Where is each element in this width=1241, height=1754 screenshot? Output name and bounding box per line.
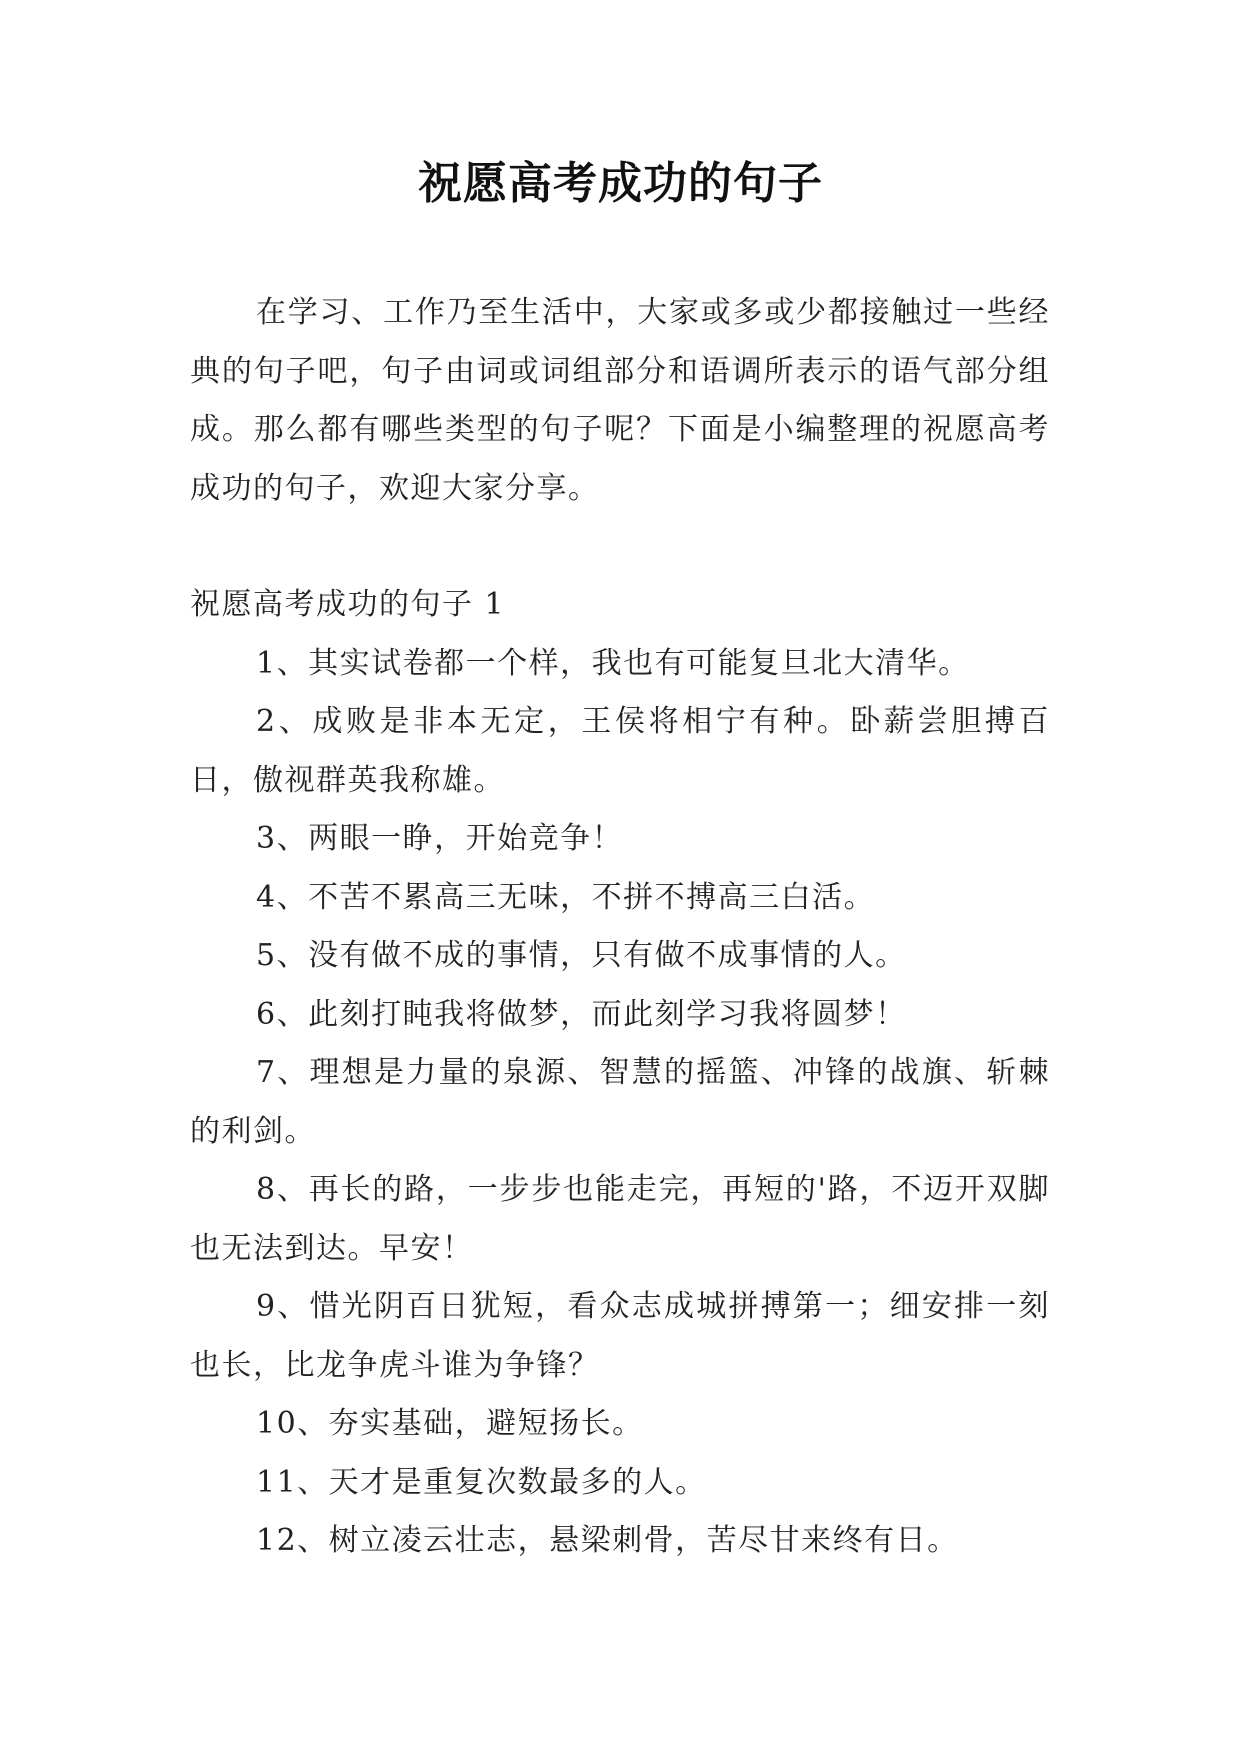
list-item: 1、其实试卷都一个样，我也有可能复旦北大清华。 <box>256 645 970 681</box>
list-item: 5、没有做不成的事情，只有做不成事情的人。 <box>256 938 907 973</box>
list-item: 10、夯实基础，避短扬长。 <box>256 1406 644 1441</box>
list-item: 3、两眼一睁，开始竞争！ <box>256 821 624 856</box>
list-item: 6、此刻打盹我将做梦，而此刻学习我将圆梦！ <box>256 996 907 1032</box>
list-item: 4、不苦不累高三无味，不拼不搏高三白活。 <box>256 879 876 915</box>
list-item: 8、再长的路，一步步也能走完，再短的'路，不迈开双脚也无法到达。早安！ <box>190 1172 1050 1266</box>
document-title: 祝愿高考成功的句子 <box>418 158 823 209</box>
section-heading: 祝愿高考成功的句子 1 <box>190 587 506 622</box>
document-body <box>190 284 1050 1571</box>
list-item: 11、天才是重复次数最多的人。 <box>256 1464 707 1500</box>
intro-paragraph: 在学习、工作乃至生活中，大家或多或少都接触过一些经典的句子吧，句子由词或词组部分和语调所表示的语气部分组成。那么都有哪些类型的句子呢？下面是小编整理的祝愿高考成功的句子，欢迎大家分享。 <box>190 295 1050 506</box>
list-item: 7、理想是力量的泉源、智慧的摇篮、冲锋的战旗、斩棘的利剑。 <box>190 1055 1050 1149</box>
list-item: 9、惜光阴百日犹短，看众志成城拼搏第一；细安排一刻也长，比龙争虎斗谁为争锋？ <box>190 1289 1050 1383</box>
list-item: 2、成败是非本无定，王侯将相宁有种。卧薪尝胆搏百日，傲视群英我称雄。 <box>190 704 1050 798</box>
list-item: 12、树立凌云壮志，悬梁刺骨，苦尽甘来终有日。 <box>256 1523 959 1558</box>
